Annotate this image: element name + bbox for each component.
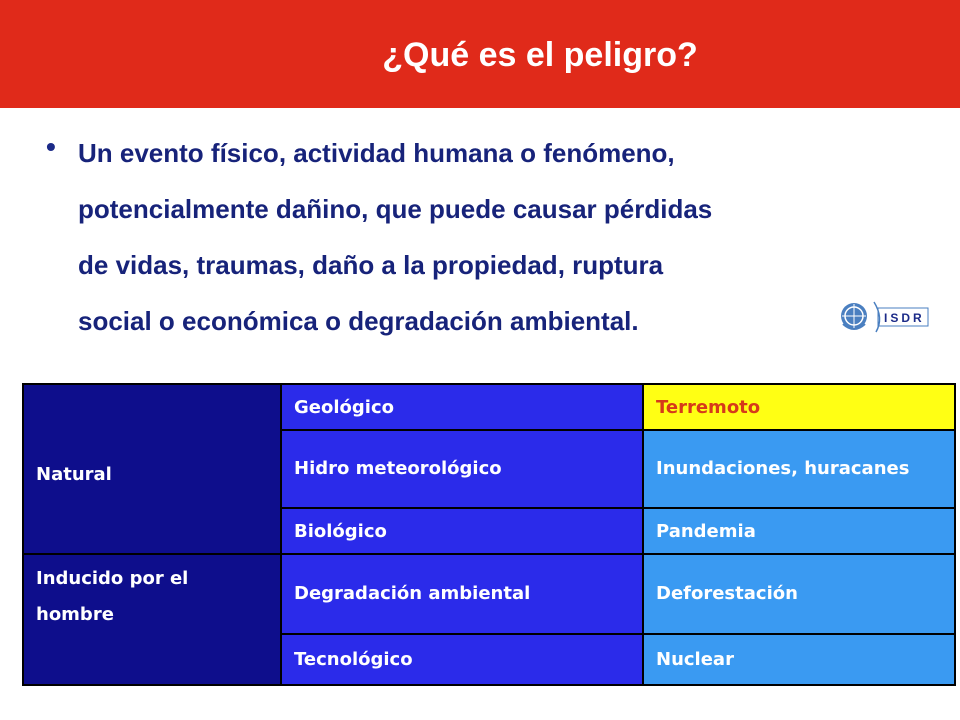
definition-line: Un evento físico, actividad humana o fenómeno, [78, 138, 675, 168]
table-row [23, 384, 955, 430]
type-cell: Biológico [281, 508, 643, 554]
bullet-dot-icon: • [46, 131, 56, 162]
table-row [23, 554, 955, 634]
example-cell-highlighted: Terremoto [643, 384, 955, 430]
example-cell: Inundaciones, huracanes [643, 430, 955, 508]
svg-text:ISDR: ISDR [884, 311, 925, 325]
example-cell: Pandemia [643, 508, 955, 554]
definition-line: potencialmente dañino, que puede causar pérdidas [78, 194, 713, 224]
slide-title: ¿Qué es el peligro? [382, 36, 698, 74]
hazards-table [22, 383, 956, 686]
category-cell: Inducido por el hombre [23, 554, 281, 685]
un-emblem-icon [838, 300, 930, 334]
example-cell: Nuclear [643, 634, 955, 685]
title-bar [0, 0, 960, 108]
type-cell: Hidro meteorológico [281, 430, 643, 508]
example-cell: Deforestación [643, 554, 955, 634]
type-cell: Degradación ambiental [281, 554, 643, 634]
un-isdr-logo [838, 300, 930, 334]
definition-line: de vidas, traumas, daño a la propiedad, ruptura [78, 250, 664, 280]
category-cell: Natural [23, 384, 281, 554]
type-cell: Tecnológico [281, 634, 643, 685]
definition-text [78, 125, 878, 349]
type-cell: Geológico [281, 384, 643, 430]
definition-line: social o económica o degradación ambiental. [78, 306, 639, 336]
